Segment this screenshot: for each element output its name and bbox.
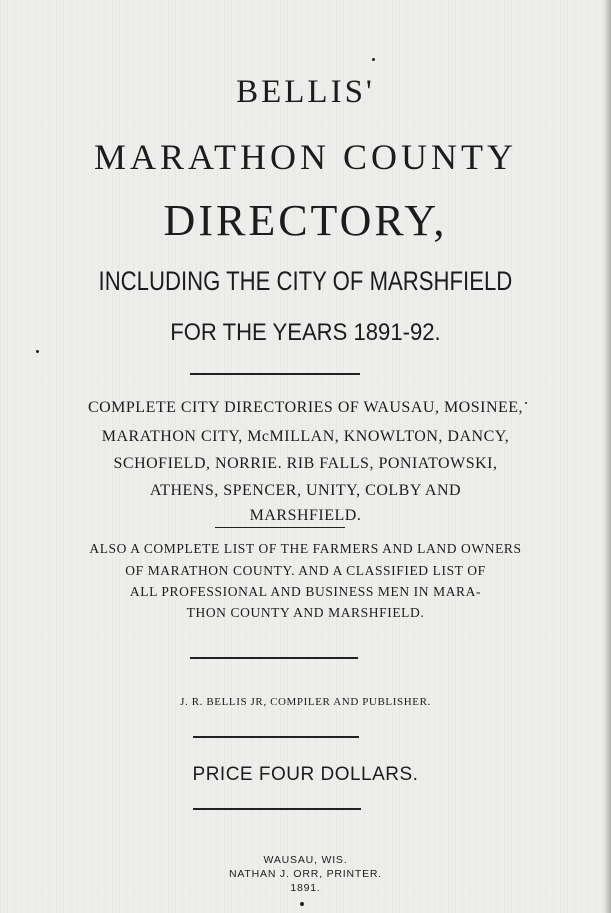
price-line: PRICE FOUR DOLLARS.	[192, 764, 419, 785]
divider-rule	[193, 808, 361, 810]
subtitle-years: FOR THE YEARS 1891-92.	[170, 319, 441, 346]
scan-speck	[372, 58, 375, 61]
subtitle-marshfield: INCLUDING THE CITY OF MARSHFIELD	[98, 266, 513, 296]
farmers-line: ALSO A COMPLETE LIST OF THE FARMERS AND LAND OWNERS	[89, 541, 522, 556]
farmers-line: ALL PROFESSIONAL AND BUSINESS MEN IN MARA-	[129, 584, 482, 599]
title-directory: DIRECTORY,	[163, 196, 448, 245]
divider-rule	[190, 373, 360, 375]
cities-line: COMPLETE CITY DIRECTORIES OF WAUSAU, MOSINEE,	[87, 399, 524, 416]
scan-speck	[300, 902, 304, 906]
divider-rule	[190, 657, 358, 659]
compiler-credit: J. R. BELLIS JR, COMPILER AND PUBLISHER.	[180, 696, 431, 708]
imprint-city: WAUSAU, WIS.	[263, 854, 348, 866]
imprint-printer: NATHAN J. ORR, PRINTER.	[229, 868, 382, 880]
farmers-line: OF MARATHON COUNTY. AND A CLASSIFIED LIST OF	[125, 563, 486, 578]
divider-rule	[215, 527, 345, 528]
title-bellis: BELLIS'	[236, 74, 375, 110]
farmers-line: THON COUNTY AND MARSHFIELD.	[186, 605, 425, 620]
scan-speck	[525, 402, 527, 404]
divider-rule	[193, 736, 359, 738]
title-marathon-county: MARATHON COUNTY	[93, 137, 517, 177]
cities-line: MARSHFIELD.	[249, 507, 362, 524]
scan-speck	[36, 350, 39, 353]
cities-line: SCHOFIELD, NORRIE. RIB FALLS, PONIATOWSKI,	[113, 455, 498, 472]
cities-line: MARATHON CITY, McMILLAN, KNOWLTON, DANCY,	[101, 428, 510, 445]
imprint-year: 1891.	[290, 882, 321, 894]
cities-line: ATHENS, SPENCER, UNITY, COLBY AND	[149, 482, 462, 499]
